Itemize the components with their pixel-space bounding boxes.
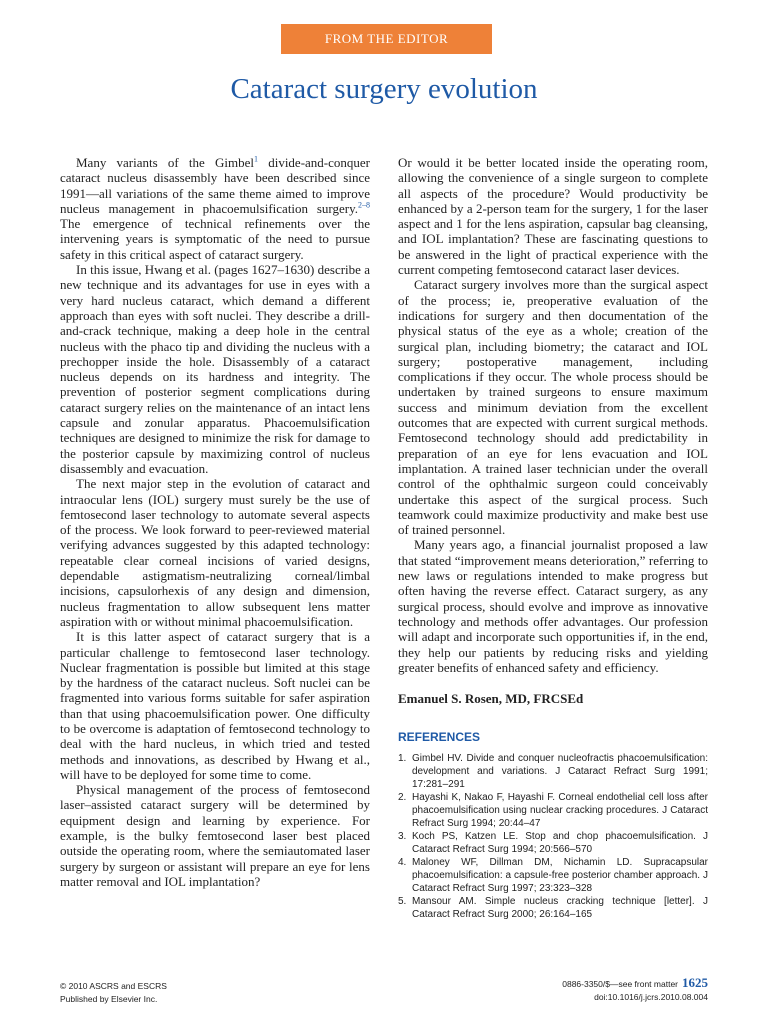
reference-item[interactable] — [398, 791, 708, 830]
reference-number: 3. — [398, 830, 407, 842]
reference-list — [398, 752, 708, 921]
article-title: Cataract surgery evolution — [230, 73, 538, 105]
paragraph-1 — [60, 155, 370, 262]
reference-number: 4. — [398, 856, 407, 868]
paragraph-3: The next major step in the evolution of cataract and intraocular lens (IOL) surgery must surely be the use of femtosecond laser technology to automate several aspects of the process. We look forward to peer-reviewed material verifying advances suggested by this adapted technology: repeatable clear corneal incisions of varied designs, dependable astigmatism-neutralizing corneal/limbal incisions, capsulorhexis of any design and dimension, nucleus fragmentation to allow subsequent lens matter aspiration with or without minimal phacoemulsification. — [60, 476, 370, 629]
reference-item[interactable] — [398, 856, 708, 895]
section-label: FROM THE EDITOR — [324, 31, 449, 46]
paragraph-1-part-c: The emergence of technical refinements over the intervening years is symptomatic of the need to pursue safety in this critical aspect of cataract surgery. — [60, 216, 370, 262]
section-banner — [281, 24, 492, 54]
reference-text: Gimbel HV. Divide and conquer nucleofractis phacoemulsification: development and variations. J Cataract Refract Surg 1991; 17:281–291 — [412, 752, 708, 790]
reference-text: Mansour AM. Simple nucleus cracking technique [letter]. J Cataract Refract Surg 2000; 26:164–165 — [412, 895, 708, 920]
citation-2-8[interactable]: 2–8 — [358, 200, 370, 210]
footer-left — [60, 980, 167, 1006]
references-heading: REFERENCES — [398, 730, 481, 745]
right-column — [398, 155, 708, 921]
page-number: 1625 — [682, 975, 708, 990]
author-signature: Emanuel S. Rosen, MD, FRCSEd — [398, 691, 584, 707]
issn-text: 0886-3350/$—see front matter — [562, 979, 678, 989]
left-column — [60, 155, 370, 889]
publisher-notice: Published by Elsevier Inc. — [60, 994, 158, 1004]
reference-text: Koch PS, Katzen LE. Stop and chop phacoemulsification. J Cataract Refract Surg 1994; 20:566–570 — [412, 830, 708, 855]
reference-item[interactable] — [398, 830, 708, 856]
footer-right — [562, 976, 708, 1004]
doi-link[interactable]: doi:10.1016/j.jcrs.2010.08.004 — [594, 992, 708, 1002]
paragraph-1-part-a: Many variants of the Gimbel — [76, 155, 254, 170]
citation-1[interactable]: 1 — [254, 154, 258, 164]
paragraph-1-part-b: divide-and-conquer cataract nucleus disassembly have been described since 1991—all variations of the same theme aimed to improve nucleus management in phacoemulsification surgery. — [60, 155, 370, 216]
reference-text: Hayashi K, Nakao F, Hayashi F. Corneal endothelial cell loss after phacoemulsification using nuclear cracking procedures. J Cataract Refract Surg 1994; 20:44–47 — [412, 791, 708, 829]
paragraph-2: In this issue, Hwang et al. (pages 1627–1630) describe a new technique and its advantages for use in eyes with a very hard nucleus cataract, which demand a different approach than eyes with soft nuclei. They describe a drill-and-crack technique, making a deep hole in the central nucleus with the phaco tip and dividing the nucleus with a prechopper inside the hole. Disassembly of a cataract nucleus depends on its hardness and integrity. The prevention of posterior segment complications during cataract surgery relies on the maintenance of an intact lens capsule and zonular apparatus. Phacoemulsification techniques are designed to minimize the risk for damage to the posterior capsule by maximizing control of nucleus disassembly and evacuation. — [60, 262, 370, 476]
paragraph-7: Cataract surgery involves more than the surgical aspect of the process; ie, preoperative evaluation of the indications for surgery and then documentation of the physical status of the eye as a whole; creation of the surgical plan, including biometry; the cataract and IOL surgery; postoperative management, including complications if they occur. The whole process should be undertaken by trained surgeons to ensure maximum success and minimum deviation from the excellent outcomes that are expected with current surgical methods. Femtosecond technology should add predictability in preparation of an eye for lens evacuation and IOL implantation. A trained laser technician under the overall control of the ophthalmic surgeon could conceivably undertake this aspect of the surgical process. Such teamwork could maximize productivity and make best use of trained personnel. — [398, 277, 708, 538]
paragraph-5: Physical management of the process of femtosecond laser–assisted cataract surgery will be determined by equipment design and learning by experience. For example, is the bulky femtosecond laser best placed outside the operating room, where the semiautomated laser surgery by surgeon or assistant will prepare an eye for lens matter removal and IOL implantation? — [60, 782, 370, 889]
reference-item[interactable] — [398, 752, 708, 791]
reference-text: Maloney WF, Dillman DM, Nichamin LD. Supracapsular phacoemulsification: a capsule-free posterior chamber approach. J Cataract Refract Surg 1997; 23:323–328 — [412, 856, 708, 894]
paragraph-8: Many years ago, a financial journalist proposed a law that stated “improvement means deterioration,” referring to new laws or regulations intended to make progress but often having the reverse effect. Cataract surgery, as any surgical process, should evolve and improve as innovative technology and methods offer advantages. Our profession will adapt and incorporate such opportunities if, in the end, they help our patients by reducing risks and yielding greater benefits of enhanced safety and efficiency. — [398, 537, 708, 675]
paragraph-4: It is this latter aspect of cataract surgery that is a particular challenge to femtosecond laser technology. Nuclear fragmentation is possible but limited at this stage by the hardness of the cataract nucleus. Soft nuclei can be fragmented into various forms suitable for safer aspiration than that using phacoemulsification power. One difficulty to be overcome is adaptation of femtosecond technology to deal with the hard nucleus, in which tried and tested methods and innovations, as described by Hwang et al., will have to be deployed for some time to come. — [60, 629, 370, 782]
reference-item[interactable] — [398, 895, 708, 921]
copyright-notice: © 2010 ASCRS and ESCRS — [60, 981, 167, 991]
reference-number: 2. — [398, 791, 407, 803]
paragraph-6: Or would it be better located inside the operating room, allowing the convenience of a single surgeon to complete all aspects of the procedure? Would productivity be enhanced by a 2-person team for the surgery, 1 for the laser aspect and 1 for the lens aspiration, capsular bag cleansing, and IOL implantation? These are fascinating questions to be answered in the light of practical experience with the current competing femtosecond cataract laser devices. — [398, 155, 708, 278]
reference-number: 1. — [398, 752, 407, 764]
reference-number: 5. — [398, 895, 407, 907]
